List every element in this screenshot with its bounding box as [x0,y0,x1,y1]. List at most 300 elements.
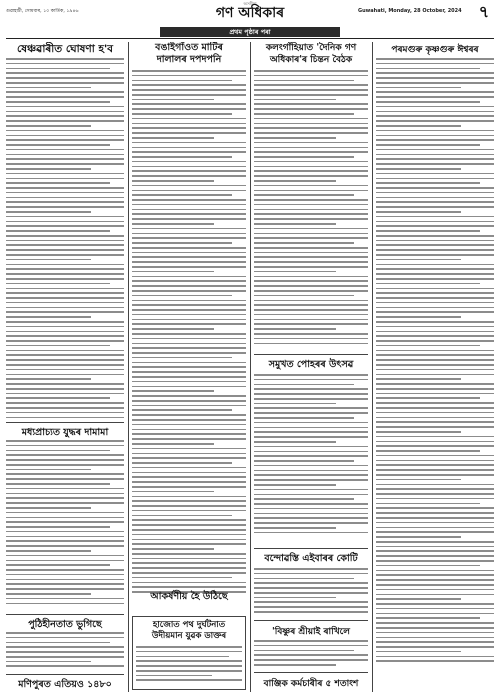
text-line [376,565,480,567]
text-line [376,354,494,356]
text-line [254,412,368,414]
text-line [376,364,494,366]
text-line [6,473,124,475]
story-body [6,58,124,420]
text-line [376,455,494,457]
text-line [376,278,494,280]
text-line [254,213,368,215]
text-line [132,271,214,273]
text-line [132,438,246,440]
text-line [376,460,494,462]
headline-line: উদীয়মান যুৱক ডাক্তৰ [151,631,227,641]
text-line [376,474,494,476]
text-line [132,500,246,502]
text-line [254,113,354,115]
text-line [376,235,494,237]
text-line [132,338,246,340]
text-line [132,242,232,244]
text-line [132,343,246,345]
text-line [376,244,494,246]
text-line [136,670,242,672]
text-line [6,96,124,98]
text-line [376,603,494,605]
text-line [6,77,124,79]
text-line [376,63,494,65]
text-line [132,553,246,555]
text-line [132,89,246,91]
text-line [254,180,336,182]
text-line [376,139,494,141]
text-line [254,498,354,500]
text-line [132,443,214,445]
text-line [6,545,124,547]
text-line [6,130,124,132]
text-line [132,424,246,426]
text-line [6,464,124,466]
text-line [254,474,368,476]
text-line [254,650,354,652]
text-line [254,582,368,584]
text-line [254,484,336,486]
text-line [376,331,494,333]
text-line [376,335,494,337]
text-line [254,276,368,278]
text-line [6,656,124,658]
text-line [254,587,368,589]
text-line [132,194,232,196]
text-line [6,507,91,509]
text-line [376,350,494,352]
text-line [376,507,494,509]
text-line [132,371,246,373]
text-line [132,409,232,411]
text-line [6,469,91,471]
text-line [254,441,336,443]
text-line [254,645,368,647]
text-line [132,309,246,311]
story-separator [254,354,368,355]
text-line [376,594,494,596]
text-line [132,333,246,335]
text-line [254,338,368,340]
text-line [254,384,354,386]
text-line [6,288,124,290]
text-line [6,125,91,127]
story-headline: পৰমগুৰু কৃষ্ণগুৰু ঈশ্বৰৰ [391,45,479,55]
text-line [376,197,494,199]
masthead-logo [180,1,320,21]
text-line [376,144,480,146]
headline-line: কলংগাঁহিয়াত 'দৈনিক গণ [265,43,357,53]
text-line [376,321,494,323]
text-line [6,598,124,600]
text-line [376,120,494,122]
text-line [254,137,336,139]
text-line [132,543,246,545]
text-line [132,400,246,402]
text-line [376,512,494,514]
text-line [6,235,124,237]
text-line [132,247,246,249]
text-line [132,481,246,483]
text-line [6,120,124,122]
story-separator [254,672,368,673]
text-line [254,388,368,390]
text-line [254,494,368,496]
text-line [132,137,214,139]
story-headline: মধ্যপ্ৰাচ্যত যুদ্ধৰ দামামা [21,427,109,438]
text-line [6,244,124,246]
text-line [6,292,124,294]
text-line [132,414,246,416]
text-line [376,617,480,619]
text-line [376,637,494,639]
text-line [6,540,124,542]
text-line [254,513,368,515]
text-line [376,374,494,376]
story-separator [6,674,124,675]
text-line [6,497,124,499]
text-line [376,393,494,395]
text-line [6,459,124,461]
text-line [132,366,246,368]
text-line [376,646,494,648]
text-line [376,527,494,529]
text-line [254,479,368,481]
text-line [6,560,124,562]
text-line [254,103,368,105]
text-line [132,457,246,459]
text-line [132,185,246,187]
text-line [376,589,494,591]
text-line [6,665,124,667]
text-line [376,402,494,404]
text-line [376,149,494,151]
text-line [254,393,368,395]
text-line [6,154,124,156]
text-line [376,445,494,447]
text-line [132,123,246,125]
text-line [376,288,494,290]
text-line [6,259,91,261]
text-line [6,201,124,203]
text-line [376,397,480,399]
text-line [132,357,232,359]
text-line [376,158,494,160]
text-line [132,127,246,129]
text-line [132,539,246,541]
text-line [254,99,336,101]
text-line [376,259,461,261]
text-line [132,486,246,488]
text-line [6,311,124,313]
text-line [254,304,368,306]
text-line [376,531,494,533]
text-line [6,335,124,337]
text-line [132,572,246,574]
story-headline: বাঞ্জিক কৰ্মচাৰীৰ ৫ শতাংশ [263,679,359,689]
text-line [132,328,214,330]
text-line [132,505,246,507]
text-line [376,316,461,318]
text-line [132,252,246,254]
text-line [132,261,246,263]
text-line [6,72,124,74]
text-line [376,412,494,414]
story-separator [254,620,368,621]
text-line [254,175,368,177]
text-line [376,503,480,505]
page-number: ৭ [478,2,490,21]
text-line [132,233,246,235]
text-line [6,374,124,376]
text-line [132,433,246,435]
text-line [6,139,124,141]
text-line [254,606,368,608]
text-line [376,441,494,443]
text-line [136,656,229,658]
text-line [254,94,368,96]
text-line [6,331,124,333]
text-line [376,283,480,285]
text-line [6,91,124,93]
text-line [376,135,494,137]
text-line [6,493,124,495]
text-line [376,326,494,328]
story-headline [254,42,368,66]
text-line [376,211,461,213]
text-line [254,532,368,534]
text-line [376,173,494,175]
text-line [376,307,494,309]
text-line [6,173,124,175]
text-line [376,613,494,615]
text-line [376,311,494,313]
text-line [132,586,246,588]
text-line [6,68,110,70]
text-line [376,292,494,294]
text-line [132,118,246,120]
text-line [254,465,368,467]
text-line [132,448,246,450]
text-line [132,381,246,383]
text-line [254,417,354,419]
text-line [132,529,246,531]
text-line [6,192,124,194]
text-line [376,464,494,466]
column-divider [372,42,373,692]
text-line [6,302,124,304]
text-line [132,314,246,316]
text-line [136,675,212,677]
text-line [376,550,494,552]
text-line [132,108,246,110]
story-body [376,58,494,688]
text-line [376,182,480,184]
text-line [6,326,124,328]
text-line [376,221,494,223]
text-line [132,223,214,225]
text-line [376,163,494,165]
text-line [6,632,124,634]
text-line [132,562,246,564]
text-line [6,63,124,65]
text-line [254,280,368,282]
masthead-left-dateline: গুৱাহাটী, সোমবাৰ, ১০ কাৰ্তিক, ১৯৪৬ [6,9,79,14]
text-line [6,135,124,137]
text-line [132,534,246,536]
text-line [376,359,494,361]
text-line [132,548,214,550]
text-line [376,560,494,562]
text-line [376,388,494,390]
text-line [376,431,461,433]
story-body [254,70,368,352]
column-divider [250,42,251,692]
text-line [6,254,124,256]
text-line [6,144,110,146]
text-line [6,230,110,232]
text-line [132,352,246,354]
text-line [254,328,336,330]
text-line [6,197,124,199]
text-line [6,574,124,576]
text-line [132,280,246,282]
text-line [6,364,124,366]
text-line [132,266,246,268]
text-line [376,254,494,256]
text-line [254,436,368,438]
story-headline: বন্দোৱস্তি এইবাৰৰ কোটি [264,553,358,564]
story-separator [6,614,124,615]
text-line [254,123,368,125]
text-line [376,268,494,270]
text-line [6,82,124,84]
text-line [6,211,91,213]
column-divider [128,42,129,692]
text-line [376,417,494,419]
text-line [254,209,368,211]
text-line [6,340,124,342]
masthead-rule [6,38,494,39]
text-line [6,307,124,309]
text-line [254,185,368,187]
text-line [6,502,124,504]
text-line [376,154,494,156]
text-line [6,58,124,60]
text-line [132,218,246,220]
text-line [6,383,124,385]
text-line [6,646,124,648]
text-line [132,524,246,526]
section-banner: প্ৰথম পৃষ্ঠাৰ পৰা [160,27,340,37]
text-line [376,632,494,634]
text-line [132,213,246,215]
story-separator [6,422,124,423]
text-line [136,646,242,648]
text-line [6,637,124,639]
text-line [376,484,494,486]
text-line [6,454,124,456]
text-line [6,583,124,585]
text-line [254,592,368,594]
text-line [254,170,368,172]
text-line [254,343,368,345]
text-line [254,161,368,163]
text-line [376,622,494,624]
text-line [6,651,124,653]
text-line [376,522,494,524]
text-line [254,290,368,292]
text-line [6,579,124,581]
text-line [136,679,242,681]
text-line [254,323,368,325]
text-line [254,166,368,168]
text-line [6,187,124,189]
text-line [136,651,242,653]
text-line [6,359,124,361]
text-line [6,216,124,218]
text-line [132,151,246,153]
text-line [6,488,124,490]
text-line [376,273,494,275]
story-body [254,374,368,546]
text-line [6,354,124,356]
text-line [376,627,494,629]
text-line [6,512,124,514]
masthead-title: গণ অধিকাৰ [215,5,285,21]
text-line [254,374,368,376]
text-line [132,199,246,201]
text-line [376,383,494,385]
text-line [376,68,480,70]
story-headline [134,620,244,642]
text-line [6,149,124,151]
text-line [376,517,494,519]
text-line [132,347,246,349]
text-line [6,402,124,404]
text-line [132,84,246,86]
text-line [376,584,494,586]
headline-line: অধিকাৰ'ৰ চিন্তন বৈঠক [269,55,353,65]
text-line [132,132,246,134]
text-line [376,536,461,538]
text-line [254,601,368,603]
text-line [132,256,246,258]
text-line [254,654,368,656]
text-line [132,147,246,149]
text-line [254,309,368,311]
text-line [376,115,494,117]
text-line [6,521,124,523]
text-line [132,582,246,584]
story-body [254,640,368,670]
text-line [132,285,246,287]
text-line [132,453,246,455]
text-line [254,247,368,249]
text-line [254,127,368,129]
text-line [254,470,368,472]
text-line [376,178,494,180]
text-line [6,445,124,447]
text-line [376,378,461,380]
text-line [376,479,461,481]
text-line [254,266,368,268]
text-line [6,642,110,644]
masthead-subtitle: অসমীয়া [243,1,257,6]
text-line [132,462,232,464]
text-line [6,163,124,165]
